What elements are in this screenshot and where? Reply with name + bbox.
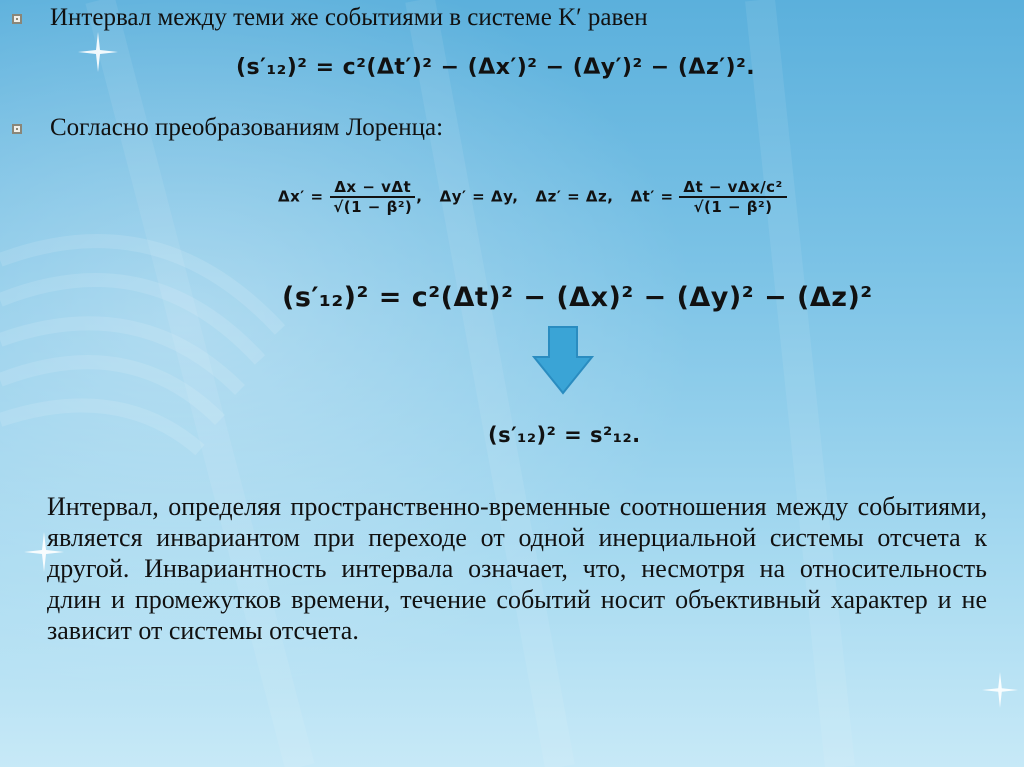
- conclusion-paragraph: Интервал, определяя пространственно-временные соотношения между событиями, является инвариантом при переходе от одной инерциальной системы отсчета к другой. Инвариантность интервала означает, что, несмотря на относительность длин и промежутков времени, течение событий носит объективный характер и не зависит от системы отсчета.: [47, 492, 987, 645]
- lorentz-dt-denominator: √(1 − β²): [693, 198, 773, 216]
- interval-formula-substituted: (s′₁₂)² = c²(Δt)² − (Δx)² − (Δy)² − (Δz)²: [282, 282, 873, 313]
- bullet-2-text: Согласно преобразованиям Лоренца:: [50, 114, 444, 141]
- bullet-square-icon: [12, 124, 22, 134]
- sparkle-icon: [982, 672, 1018, 708]
- down-arrow-icon: [532, 325, 594, 395]
- lorentz-dx-numerator: Δx − vΔt: [330, 178, 415, 198]
- lorentz-dt-numerator: Δt − vΔx/c²: [679, 178, 786, 198]
- sparkle-icon: [78, 32, 118, 72]
- lorentz-dt-fraction: [679, 178, 786, 216]
- lorentz-dx-lhs: Δx′ =: [278, 187, 324, 206]
- lorentz-dx-fraction: [329, 178, 416, 216]
- lorentz-dx-denominator: √(1 − β²): [333, 198, 413, 216]
- bullet-1-text: Интервал между теми же событиями в системе K′ равен: [50, 4, 648, 31]
- lorentz-dy-dz: , Δy′ = Δy, Δz′ = Δz,: [416, 187, 631, 206]
- lorentz-dt-lhs: Δt′ =: [630, 187, 674, 206]
- interval-invariance-formula: (s′₁₂)² = s²₁₂.: [488, 423, 641, 447]
- bullet-square-icon: [12, 14, 22, 24]
- lorentz-transformations: [278, 178, 787, 216]
- interval-formula-k-prime: (s′₁₂)² = c²(Δt′)² − (Δx′)² − (Δy′)² − (Δz′)².: [236, 55, 756, 80]
